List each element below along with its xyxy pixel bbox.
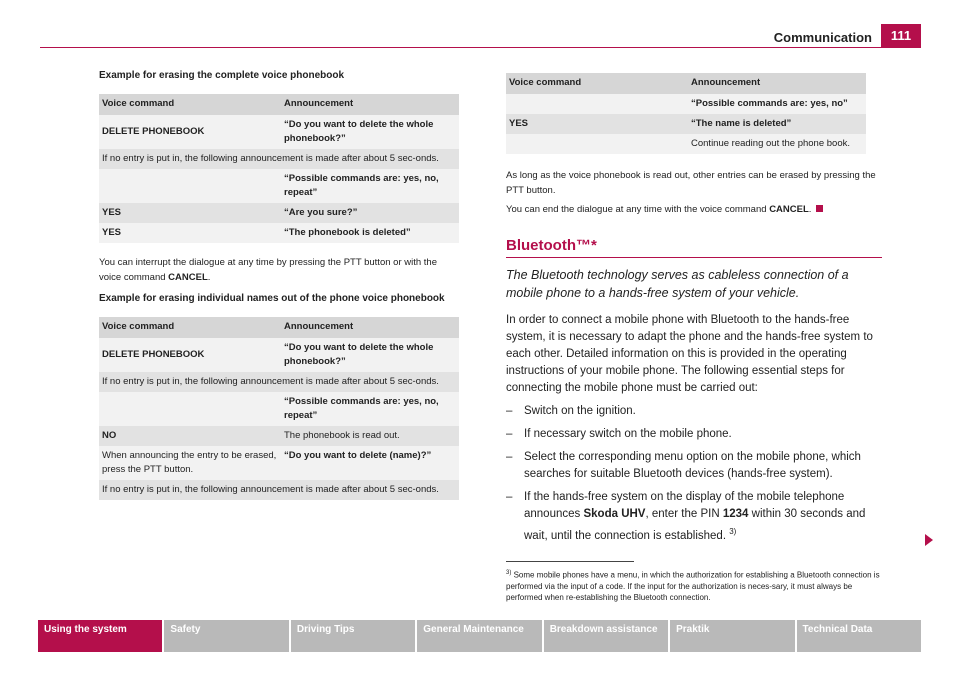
note-cell: If no entry is put in, the following announcement is made after about 5 sec-onds. xyxy=(99,372,459,392)
command-cell: YES xyxy=(506,114,688,134)
footnote-text: Some mobile phones have a menu, in which the authorization for establishing a Bluetooth connection is performed via the input of a code. If the input for the authorization is neces-sary, it must always be performed when re-establishing the Bluetooth connection. xyxy=(506,570,880,602)
cancel-command: CANCEL xyxy=(769,204,809,215)
col-header-announcement: Announcement xyxy=(688,73,866,94)
section-title: Communication xyxy=(773,30,872,45)
table-row xyxy=(506,94,866,114)
voice-command-table-2 xyxy=(99,317,459,500)
table-row xyxy=(99,446,459,480)
command-cell: DELETE PHONEBOOK xyxy=(99,338,281,372)
table-row xyxy=(506,134,866,154)
command-cell: NO xyxy=(99,426,281,446)
table-row xyxy=(99,480,459,500)
interrupt-text: You can interrupt the dialogue at any time by pressing the PTT button or with the voice command xyxy=(99,257,437,283)
col-header-command: Voice command xyxy=(506,73,688,94)
left-column xyxy=(99,70,459,500)
bluetooth-lead: The Bluetooth technology serves as cableless connection of a mobile phone to a hands-free system of your vehicle. xyxy=(506,268,849,300)
announcement-cell: “Are you sure?” xyxy=(281,203,459,223)
footnote xyxy=(506,568,884,603)
footnote-ref[interactable]: 3) xyxy=(729,527,737,536)
announcement-cell: “Do you want to delete the whole phonebook?” xyxy=(281,338,459,372)
table-row xyxy=(99,426,459,446)
command-cell xyxy=(99,169,281,203)
announcement-cell: “The name is deleted” xyxy=(688,114,866,134)
page-number: 111 xyxy=(881,24,921,48)
phonebook-paragraph: As long as the voice phonebook is read out, other entries can be erased by pressing the PTT button. xyxy=(506,170,876,196)
command-cell xyxy=(506,134,688,154)
announcement-cell: Continue reading out the phone book. xyxy=(688,134,866,154)
end-dialogue-paragraph: You can end the dialogue at any time with the voice command CANCEL. xyxy=(506,202,882,217)
command-cell xyxy=(99,392,281,426)
col-header-announcement: Announcement xyxy=(281,317,459,338)
right-column xyxy=(506,73,882,545)
step4-b: , enter the PIN xyxy=(645,508,720,520)
header-rule xyxy=(40,47,921,48)
command-cell xyxy=(506,94,688,114)
table-row xyxy=(99,203,459,223)
pin-code: 1234 xyxy=(722,508,749,520)
list-item: – If necessary switch on the mobile phone. xyxy=(506,428,732,440)
announcement-cell: The phonebook is read out. xyxy=(281,426,459,446)
tab-praktik[interactable]: Praktik xyxy=(670,620,794,652)
table-row xyxy=(99,392,459,426)
device-name: Skoda UHV xyxy=(583,508,646,520)
list-item: – If the hands-free system on the display of the mobile telephone announces Skoda UHV, enter the PIN 1234 within 30 seconds and wait, until the connection is established. $^{3)}$ xyxy=(506,491,866,542)
announcement-cell: “Do you want to delete the whole phonebook?” xyxy=(281,115,459,149)
step4-a: If the hands-free system on the display of the mobile telephone announces xyxy=(524,491,845,520)
next-page-arrow-icon[interactable] xyxy=(925,534,933,546)
voice-command-table-3 xyxy=(506,73,866,154)
announcement-cell: “The phonebook is deleted” xyxy=(281,223,459,243)
step4-c: within 30 seconds and wait, until the connection is established. xyxy=(524,508,866,542)
announcement-cell: “Possible commands are: yes, no” xyxy=(688,94,866,114)
list-item: – Select the corresponding menu option on the mobile phone, which searches for suitable Bluetooth devices (hands-free system). xyxy=(506,451,861,480)
col-header-announcement: Announcement xyxy=(281,94,459,115)
tab-technical-data[interactable]: Technical Data xyxy=(797,620,921,652)
table-row xyxy=(99,338,459,372)
announcement-cell: “Possible commands are: yes, no, repeat” xyxy=(281,392,459,426)
table-row xyxy=(99,115,459,149)
example2-caption: Example for erasing individual names out of the phone voice phonebook xyxy=(99,293,445,304)
announcement-cell: “Do you want to delete (name)?” xyxy=(281,446,459,480)
example1-caption: Example for erasing the complete voice phonebook xyxy=(99,70,345,81)
announcement-cell: “Possible commands are: yes, no, repeat” xyxy=(281,169,459,203)
interrupt-paragraph: You can interrupt the dialogue at any time by pressing the PTT button or with the voice command CANCEL. xyxy=(99,257,437,283)
section-end-icon xyxy=(816,205,823,212)
footer-nav xyxy=(38,620,921,652)
tab-safety[interactable]: Safety xyxy=(164,620,288,652)
tab-using-the-system[interactable]: Using the system xyxy=(38,620,162,652)
command-cell: DELETE PHONEBOOK xyxy=(99,115,281,149)
table-row xyxy=(99,149,459,169)
col-header-command: Voice command xyxy=(99,317,281,338)
command-cell: YES xyxy=(99,223,281,243)
footnote-mark: 3) xyxy=(506,570,512,576)
tab-driving-tips[interactable]: Driving Tips xyxy=(291,620,415,652)
table-header-row xyxy=(506,73,866,94)
table-header-row xyxy=(99,94,459,115)
table-row xyxy=(99,169,459,203)
step-text: Switch on the ignition. xyxy=(524,405,636,417)
col-header-command: Voice command xyxy=(99,94,281,115)
tab-breakdown-assistance[interactable]: Breakdown assistance xyxy=(544,620,668,652)
bluetooth-body: In order to connect a mobile phone with Bluetooth to the hands-free system, it is necessary to adapt the phone and the hands-free system to each other. Detailed information on this is provided in the operating instructions of your mobile phone. The following essential steps for connecting the mobile phone must be carried out: xyxy=(506,314,873,394)
command-cell: When announcing the entry to be erased, press the PTT button. xyxy=(99,446,281,480)
table-row xyxy=(99,223,459,243)
tab-general-maintenance[interactable]: General Maintenance xyxy=(417,620,541,652)
note-cell: If no entry is put in, the following announcement is made after about 5 sec-onds. xyxy=(99,480,459,500)
list-item: – Switch on the ignition. xyxy=(506,405,636,417)
command-cell: YES xyxy=(99,203,281,223)
step-text: If necessary switch on the mobile phone. xyxy=(524,428,732,440)
table-row xyxy=(99,372,459,392)
note-cell: If no entry is put in, the following announcement is made after about 5 sec-onds. xyxy=(99,149,459,169)
footnote-rule xyxy=(506,561,634,562)
table-header-row xyxy=(99,317,459,338)
end-dialogue-text: You can end the dialogue at any time with the voice command xyxy=(506,204,767,215)
step-text: Select the corresponding menu option on the mobile phone, which searches for suitable Bluetooth devices (hands-free system). xyxy=(524,451,861,480)
bluetooth-heading: Bluetooth™* xyxy=(506,237,597,254)
table-row xyxy=(506,114,866,134)
voice-command-table-1 xyxy=(99,94,459,243)
cancel-command: CANCEL xyxy=(168,272,208,283)
